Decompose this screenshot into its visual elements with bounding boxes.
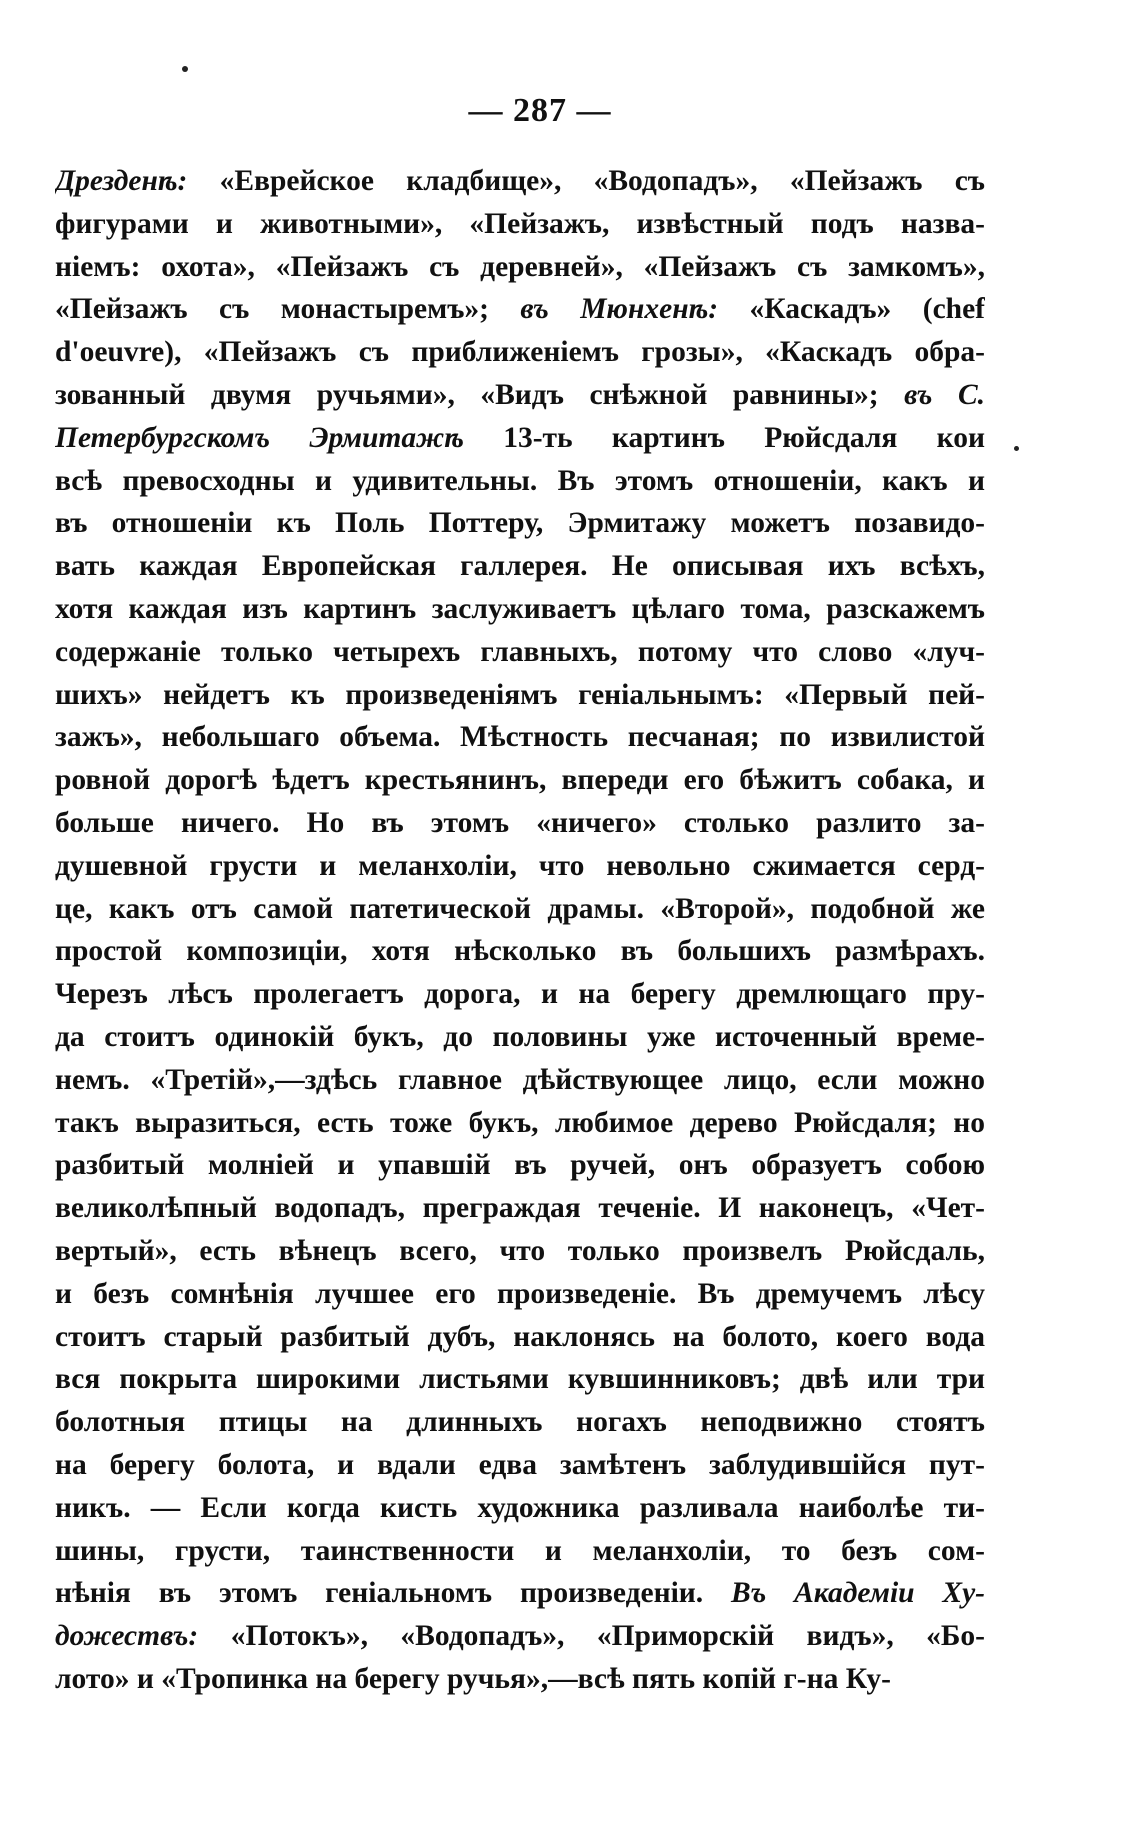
- text-line: [55, 1016, 985, 1059]
- text-run: лото» и «Тропинка на берегу ручья»,—всѣ пять копій г-на Ку-: [55, 1662, 891, 1695]
- ink-speck: [182, 66, 188, 72]
- text-line: [55, 973, 985, 1016]
- text-line: [55, 759, 985, 802]
- text-line: [55, 417, 985, 460]
- text-line: [55, 460, 985, 503]
- text-line: [55, 888, 985, 931]
- text-line: [55, 545, 985, 588]
- text-run: d'oeuvre), «Пейзажъ съ приближеніемъ грозы», «Каскадъ обра-: [55, 336, 985, 369]
- text-line: [55, 1487, 985, 1530]
- text-run: нѣнія въ этомъ геніальномъ произведеніи.: [55, 1577, 732, 1610]
- text-run: великолѣпный водопадъ, преграждая теченіе. И наконецъ, «Чет-: [55, 1192, 985, 1225]
- body-text: [55, 160, 985, 1701]
- text-line: [55, 1615, 985, 1658]
- italic-text-run: Дрезденѣ:: [55, 165, 188, 197]
- text-line: [55, 1187, 985, 1230]
- text-line: [55, 1401, 985, 1444]
- text-run: Черезъ лѣсъ пролегаетъ дорога, и на берегу дремлющаго пру-: [55, 978, 985, 1011]
- text-line: [55, 246, 985, 289]
- text-line: [55, 930, 985, 973]
- text-line: [55, 845, 985, 888]
- text-run: въ отношеніи къ Поль Поттеру, Эрмитажу можетъ позавидо-: [55, 507, 985, 540]
- text-line: [55, 1273, 985, 1316]
- text-run: «Потокъ», «Водопадъ», «Приморскій видъ», «Бо-: [198, 1620, 985, 1653]
- text-run: вертый», есть вѣнецъ всего, что только произвелъ Рюйсдаль,: [55, 1234, 985, 1267]
- text-run: на берегу болота, и вдали едва замѣтенъ заблудившійся пут-: [55, 1448, 985, 1481]
- text-run: разбитый молніей и упавшій въ ручей, онъ образуетъ собою: [55, 1149, 985, 1182]
- text-run: «Пейзажъ съ монастыремъ»;: [55, 293, 521, 326]
- text-line: [55, 331, 985, 374]
- text-line: [55, 716, 985, 759]
- text-run: всѣ превосходны и удивительны. Въ этомъ отношеніи, какъ и: [55, 464, 985, 497]
- text-line: [55, 588, 985, 631]
- text-run: простой композиціи, хотя нѣсколько въ большихъ размѣрахъ.: [55, 935, 985, 968]
- text-run: це, какъ отъ самой патетической драмы. «Второй», подобной же: [55, 892, 985, 925]
- text-run: такъ выразиться, есть тоже букъ, любимое дерево Рюйсдаля; но: [55, 1106, 985, 1139]
- text-run: «Каскадъ» (chef: [718, 293, 985, 326]
- italic-text-run: Петербургскомъ Эрмитажѣ: [55, 421, 464, 454]
- text-line: [55, 674, 985, 717]
- text-run: зованный двумя ручьями», «Видъ снѣжной равнины»;: [55, 378, 905, 411]
- text-run: да стоитъ одинокій букъ, до половины уже источенный време-: [55, 1020, 985, 1053]
- text-run: душевной грусти и меланхоліи, что невольно сжимается серд-: [55, 849, 985, 882]
- text-run: немъ. «Третій»,—здѣсь главное дѣйствующее лицо, если можно: [55, 1063, 985, 1096]
- italic-text-run: Въ Академіи Ху-: [731, 1577, 985, 1610]
- text-run: вся покрыта широкими листьями кувшинниковъ; двѣ или три: [55, 1363, 985, 1396]
- text-line: [55, 160, 985, 203]
- italic-text-run: въ Мюнхенѣ:: [520, 293, 719, 326]
- text-run: шихъ» нейдетъ къ произведеніямъ геніальнымъ: «Первый пей-: [55, 678, 985, 711]
- text-line: [55, 1316, 985, 1359]
- text-line: [55, 1444, 985, 1487]
- text-line: [55, 374, 985, 417]
- text-run: больше ничего. Но въ этомъ «ничего» столько разлито за-: [55, 806, 985, 839]
- text-run: 13-ть картинъ Рюйсдаля кои: [463, 421, 985, 454]
- text-line: [55, 1530, 985, 1573]
- text-run: хотя каждая изъ картинъ заслуживаетъ цѣлаго тома, разскажемъ: [55, 592, 985, 625]
- text-run: вать каждая Европейская галлерея. Не описывая ихъ всѣхъ,: [55, 550, 985, 583]
- text-line: [55, 1658, 985, 1701]
- text-line: [55, 502, 985, 545]
- text-run: фигурами и животными», «Пейзажъ, извѣстный подъ назва-: [55, 207, 985, 240]
- page-number: — 287 —: [468, 92, 612, 129]
- text-run: и безъ сомнѣнія лучшее его произведеніе. Въ дремучемъ лѣсу: [55, 1277, 985, 1310]
- text-run: стоитъ старый разбитый дубъ, наклонясь на болото, коего вода: [55, 1320, 985, 1353]
- italic-text-run: въ С.: [904, 378, 985, 411]
- text-line: [55, 1059, 985, 1102]
- text-run: ровной дорогѣ ѣдетъ крестьянинъ, впереди его бѣжитъ собака, и: [55, 764, 985, 797]
- text-line: [55, 631, 985, 674]
- text-line: [55, 1102, 985, 1145]
- text-line: [55, 1358, 985, 1401]
- italic-text-run: дожествъ:: [55, 1620, 199, 1653]
- text-line: [55, 288, 985, 331]
- text-line: [55, 802, 985, 845]
- text-run: содержаніе только четырехъ главныхъ, потому что слово «луч-: [55, 635, 985, 668]
- text-run: никъ. — Если когда кисть художника разливала наиболѣе ти-: [55, 1491, 985, 1524]
- text-line: [55, 1230, 985, 1273]
- text-run: зажъ», небольшаго объема. Мѣстность песчаная; по извилистой: [55, 721, 985, 754]
- text-line: [55, 1572, 985, 1615]
- text-run: шины, грусти, таинственности и меланхоліи, то безъ сом-: [55, 1534, 985, 1567]
- text-run: ніемъ: охота», «Пейзажъ съ деревней», «Пейзажъ съ замкомъ»,: [55, 250, 985, 283]
- text-line: [55, 203, 985, 246]
- ink-speck: [1014, 446, 1019, 451]
- text-line: [55, 1144, 985, 1187]
- text-run: болотныя птицы на длинныхъ ногахъ неподвижно стоятъ: [55, 1406, 985, 1439]
- text-run: «Еврейское кладбище», «Водопадъ», «Пейзажъ съ: [187, 165, 985, 197]
